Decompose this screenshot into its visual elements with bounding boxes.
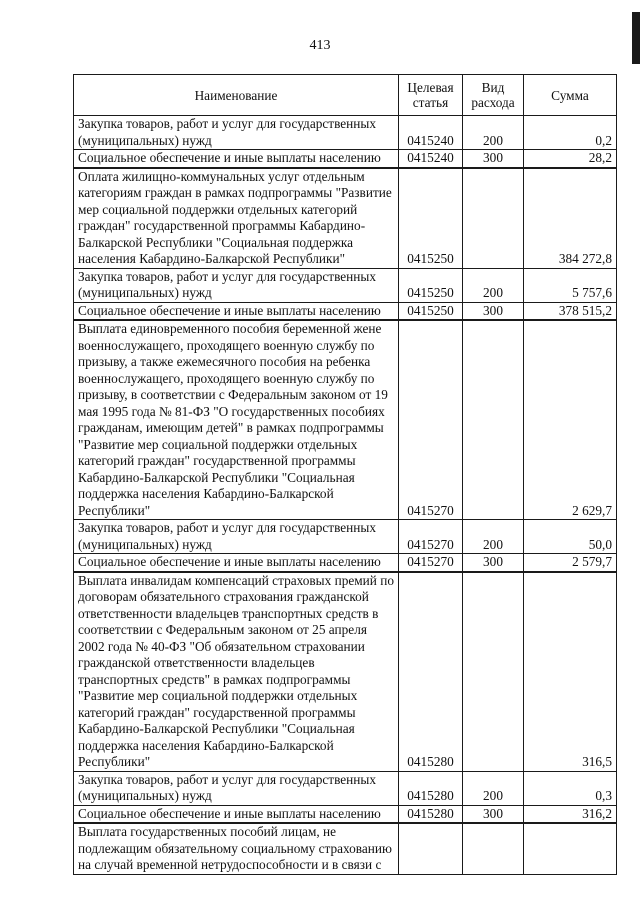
header-name: Наименование (74, 75, 399, 116)
budget-table (73, 74, 617, 875)
row-code: 0415270 (399, 320, 463, 520)
row-amount (524, 823, 617, 874)
row-amount: 384 272,8 (524, 168, 617, 269)
row-name: Закупка товаров, работ и услуг для государственных (муниципальных) нужд (74, 771, 399, 805)
row-amount: 50,0 (524, 520, 617, 554)
table-row (74, 302, 617, 320)
table-row (74, 771, 617, 805)
table-row (74, 320, 617, 520)
table-row (74, 268, 617, 302)
row-code: 0415280 (399, 805, 463, 823)
row-name: Выплата государственных пособий лицам, не подлежащим обязательному социальному страхованию на случай временной нетрудоспособности и в связи с (74, 823, 399, 874)
row-code: 0415240 (399, 116, 463, 150)
row-type: 300 (463, 805, 524, 823)
row-code: 0415270 (399, 520, 463, 554)
row-type: 300 (463, 554, 524, 572)
header-expense-type: Вид расхода (463, 75, 524, 116)
row-type: 200 (463, 116, 524, 150)
row-amount: 2 579,7 (524, 554, 617, 572)
row-code: 0415280 (399, 771, 463, 805)
row-type: 200 (463, 268, 524, 302)
row-type (463, 572, 524, 772)
row-code: 0415240 (399, 150, 463, 168)
row-amount: 0,2 (524, 116, 617, 150)
header-sum: Сумма (524, 75, 617, 116)
row-code (399, 823, 463, 874)
row-name: Выплата инвалидам компенсаций страховых премий по договорам обязательного страхования гражданской ответственности владельцев транспортных средств в соответствии с Федеральным законом от 25 апреля 2002 года № 40-ФЗ "Об обязательном страховании гражданской ответственности владельцев транспортных средств" в рамках подпрограммы "Развитие мер социальной поддержки отдельных категорий граждан" государственной программы Кабардино-Балкарской Республики "Социальная поддержка населения Кабардино-Балкарской Республики" (74, 572, 399, 772)
row-type (463, 823, 524, 874)
row-type: 300 (463, 150, 524, 168)
row-code: 0415250 (399, 268, 463, 302)
scan-edge-mark (632, 12, 640, 64)
table-row (74, 805, 617, 823)
row-amount: 316,2 (524, 805, 617, 823)
row-name: Социальное обеспечение и иные выплаты населению (74, 805, 399, 823)
row-amount: 0,3 (524, 771, 617, 805)
header-row (74, 75, 617, 116)
row-code: 0415250 (399, 302, 463, 320)
row-name: Социальное обеспечение и иные выплаты населению (74, 554, 399, 572)
header-target-article: Целевая статья (399, 75, 463, 116)
row-type: 200 (463, 771, 524, 805)
row-amount: 5 757,6 (524, 268, 617, 302)
row-type: 300 (463, 302, 524, 320)
table-row (74, 150, 617, 168)
row-amount: 316,5 (524, 572, 617, 772)
table-row (74, 572, 617, 772)
row-name: Закупка товаров, работ и услуг для государственных (муниципальных) нужд (74, 520, 399, 554)
row-name: Выплата единовременного пособия беременной жене военнослужащего, проходящего военную службу по призыву, а также ежемесячного пособия на ребенка военнослужащего, проходящего военную службу по призыву, в соответствии с Федеральным законом от 19 мая 1995 года № 81-ФЗ "О государственных пособиях гражданам, имеющим детей" в рамках подпрограммы "Развитие мер социальной поддержки отдельных категорий граждан" государственной программы Кабардино-Балкарской Республики "Социальная поддержка населения Кабардино-Балкарской Республики" (74, 320, 399, 520)
row-amount: 28,2 (524, 150, 617, 168)
table-row (74, 168, 617, 269)
row-name: Социальное обеспечение и иные выплаты населению (74, 150, 399, 168)
row-amount: 2 629,7 (524, 320, 617, 520)
row-name: Оплата жилищно-коммунальных услуг отдельным категориям граждан в рамках подпрограммы "Развитие мер социальной поддержки отдельных категорий граждан" государственной программы Кабардино-Балкарской Республики "Социальная поддержка населения Кабардино-Балкарской Республики" (74, 168, 399, 269)
row-code: 0415270 (399, 554, 463, 572)
table-row (74, 520, 617, 554)
row-code: 0415250 (399, 168, 463, 269)
table-row (74, 554, 617, 572)
row-name: Закупка товаров, работ и услуг для государственных (муниципальных) нужд (74, 116, 399, 150)
page-number: 413 (309, 38, 331, 53)
row-code: 0415280 (399, 572, 463, 772)
row-name: Закупка товаров, работ и услуг для государственных (муниципальных) нужд (74, 268, 399, 302)
table-row (74, 116, 617, 150)
row-type (463, 168, 524, 269)
table-row (74, 823, 617, 874)
row-type: 200 (463, 520, 524, 554)
row-name: Социальное обеспечение и иные выплаты населению (74, 302, 399, 320)
table-body (74, 116, 617, 875)
row-amount: 378 515,2 (524, 302, 617, 320)
row-type (463, 320, 524, 520)
